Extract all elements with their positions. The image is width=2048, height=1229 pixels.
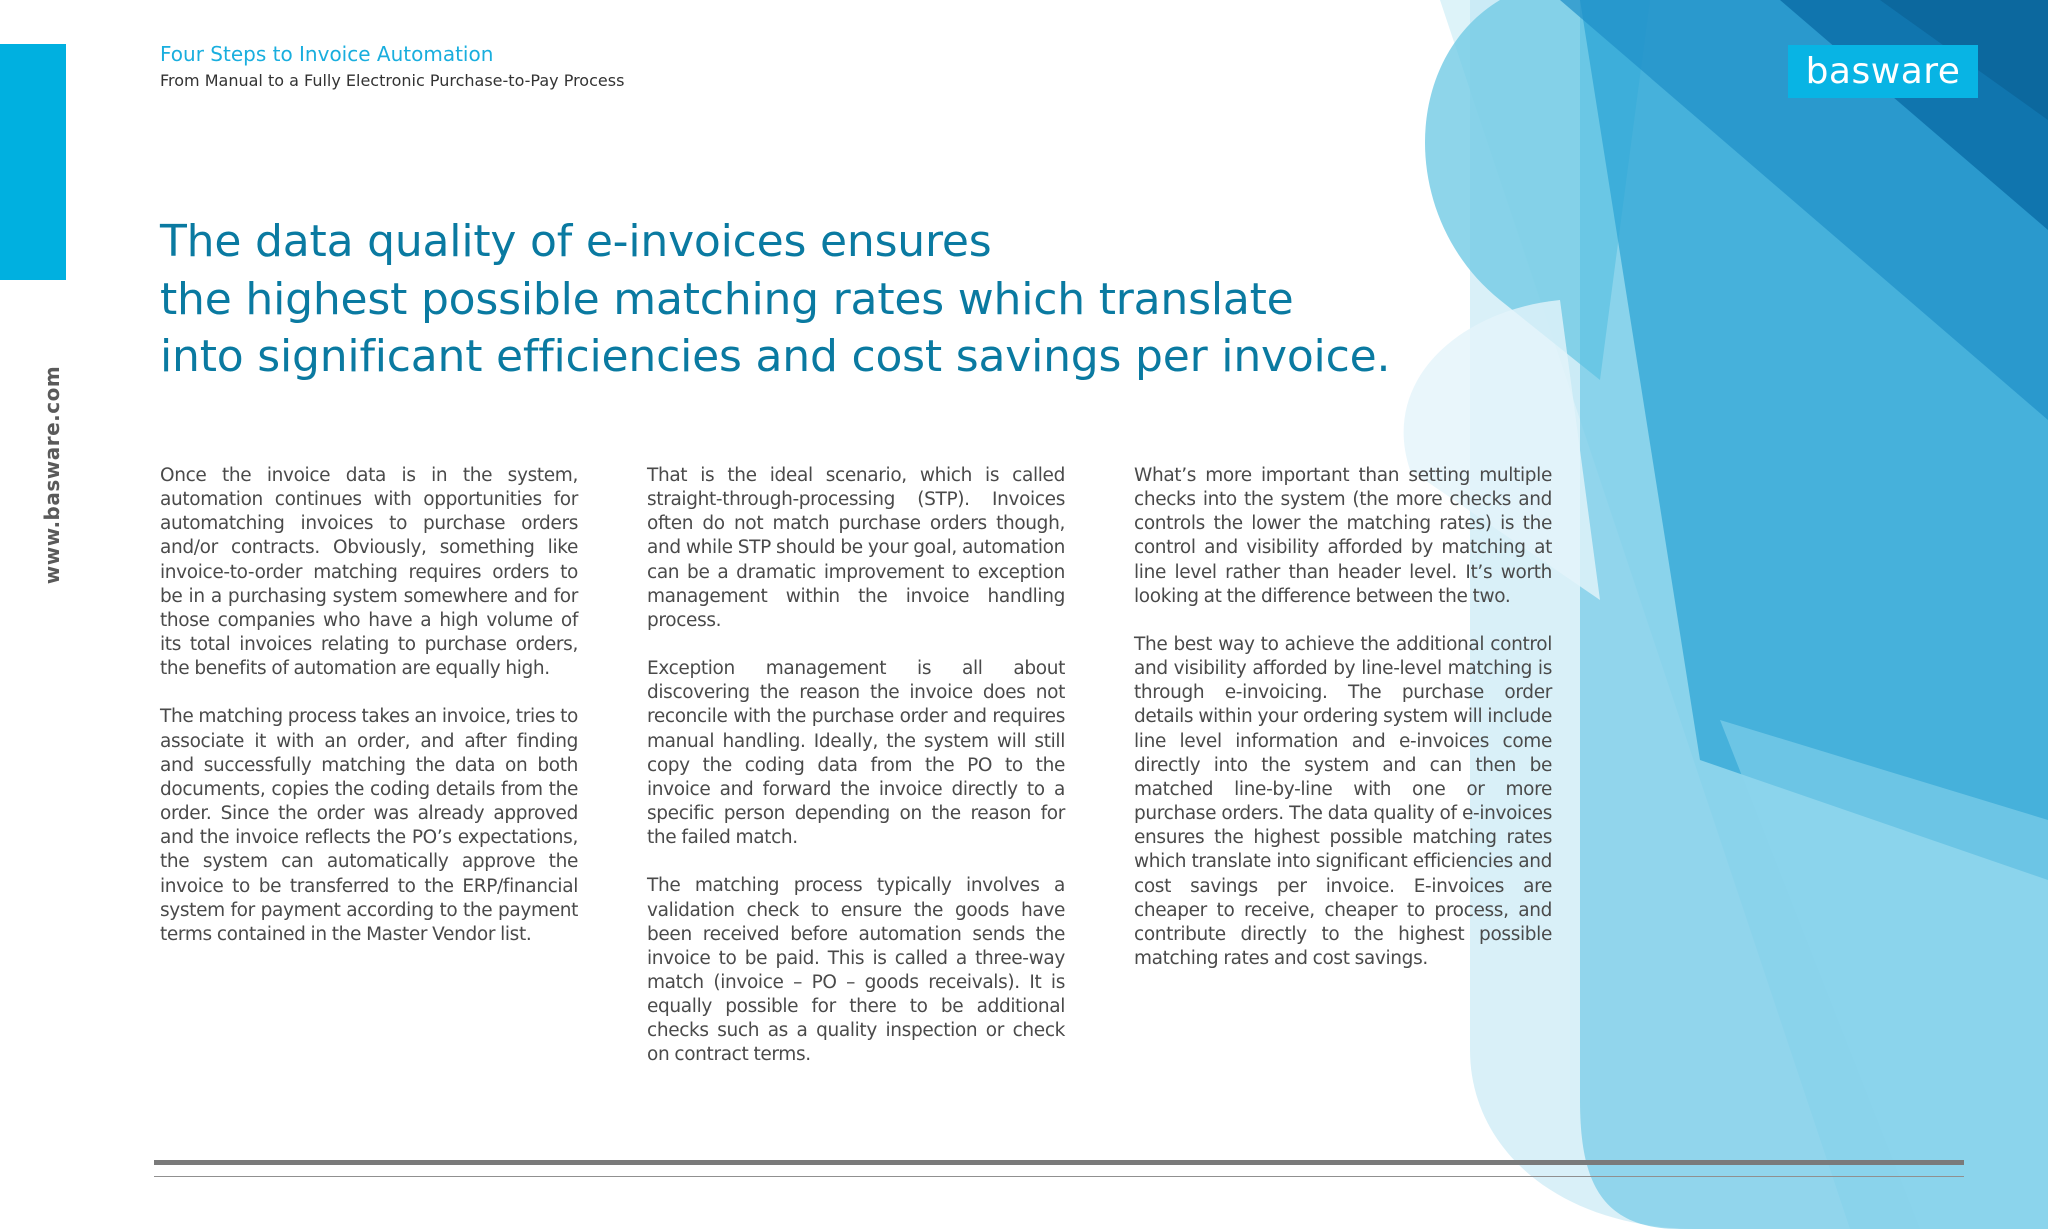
paragraph: The matching process takes an invoice, tries to associate it with an order, and after finding and successfully matching the data on both documents, copies the coding details from the order. Since the order was already approved and the invoice reflects the PO’s expectations, the system can automatically approve the invoice to be transferred to the ERP/financial system for payment according to the payment terms contained in the Master Vendor list. [160,706,578,945]
body-column-3 [1134,464,1552,995]
headline-line-1: The data quality of e-invoices ensures [160,216,992,267]
website-url: www.basware.com [40,365,64,585]
brand-accent-bar [0,44,66,280]
paragraph: That is the ideal scenario, which is called straight-through-processing (STP). Invoices often do not match purchase orders though, and while STP should be your goal, automation can be a dramatic improvement to exception management within the invoice handling process. [647,465,1065,631]
paragraph: The matching process typically involves a validation check to ensure the goods have been received before automation sends the invoice to be paid. This is called a three-way match (invoice – PO – goods receivals). It is equally possible for there to be additional checks such as a quality inspection or check on contract terms. [647,875,1065,1066]
document-subtitle: From Manual to a Fully Electronic Purchase-to-Pay Process [160,71,625,90]
footer-rule-thin [154,1176,1964,1177]
headline-line-2: the highest possible matching rates which translate [160,273,1294,325]
body-column-2 [647,464,1065,1092]
logo-text: basware [1805,50,1961,92]
body-column-1 [160,464,578,971]
paragraph: What’s more important than setting multiple checks into the system (the more checks and controls the lower the matching rates) is the control and visibility afforded by matching at line level rather than header level. It’s worth looking at the difference between the two. [1134,465,1552,607]
basware-logo [1788,45,1978,98]
paragraph: Exception management is all about discovering the reason the invoice does not reconcile with the purchase order and requires manual handling. Ideally, the system will still copy the coding data from the PO to the invoice and forward the invoice directly to a specific person depending on the reason for the failed match. [647,658,1065,849]
document-title: Four Steps to Invoice Automation [160,42,494,66]
paragraph: Once the invoice data is in the system, automation continues with opportunities for automatching invoices to purchase orders and/or contracts. Obviously, something like invoice-to-order matching requires orders to be in a purchasing system somewhere and for those companies who have a high volume of its total invoices relating to purchase orders, the benefits of automation are equally high. [160,465,578,680]
footer-rule-thick [154,1160,1964,1165]
headline [160,213,1390,386]
paragraph: The best way to achieve the additional control and visibility afforded by line-level matching is through e-invoicing. The purchase order details within your ordering system will include line level information and e-invoices come directly into the system and can then be matched line-by-line with one or more purchase orders. The data quality of e-invoices ensures the highest possible matching rates which translate into significant efficiencies and cost savings per invoice. E-invoices are cheaper to receive, cheaper to process, and contribute directly to the highest possible matching rates and cost savings. [1134,633,1552,969]
headline-line-3: into significant efficiencies and cost savings per invoice. [160,331,1391,382]
